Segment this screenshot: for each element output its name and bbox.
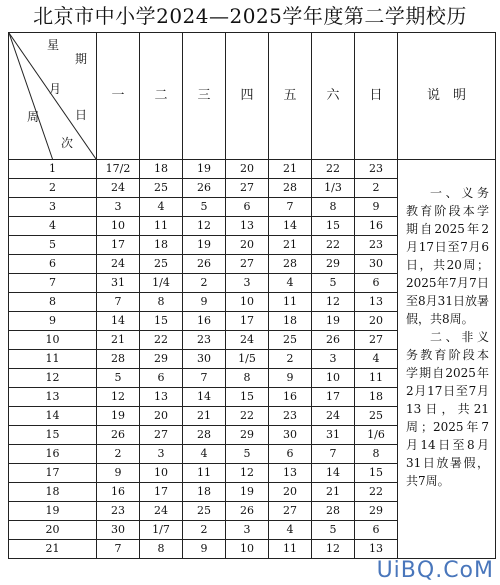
date-cell: 10: [140, 464, 183, 483]
date-cell: 30: [183, 350, 226, 369]
date-cell: 18: [140, 236, 183, 255]
date-cell: 5: [226, 445, 269, 464]
date-cell: 20: [226, 236, 269, 255]
date-cell: 20: [226, 160, 269, 179]
date-cell: 4: [269, 521, 312, 540]
date-cell: 22: [226, 407, 269, 426]
diag-label-xing: 星: [47, 38, 60, 52]
date-cell: 23: [97, 502, 140, 521]
date-cell: 11: [269, 293, 312, 312]
date-cell: 15: [140, 312, 183, 331]
date-cell: 4: [140, 198, 183, 217]
date-cell: 28: [269, 179, 312, 198]
date-cell: 9: [97, 464, 140, 483]
date-cell: 6: [226, 198, 269, 217]
date-cell: 21: [183, 407, 226, 426]
date-cell: 18: [183, 483, 226, 502]
note-header: 说 明: [398, 33, 496, 160]
date-cell: 24: [97, 179, 140, 198]
date-cell: 26: [226, 502, 269, 521]
week-row: [9, 160, 496, 179]
date-cell: 8: [226, 369, 269, 388]
date-cell: 19: [312, 312, 355, 331]
date-cell: 21: [269, 236, 312, 255]
week-number: 5: [9, 236, 97, 255]
date-cell: 7: [269, 198, 312, 217]
week-number: 12: [9, 369, 97, 388]
date-cell: 14: [183, 388, 226, 407]
school-calendar-table: [8, 32, 496, 559]
date-cell: 10: [97, 217, 140, 236]
date-cell: 2: [183, 274, 226, 293]
week-number: 7: [9, 274, 97, 293]
week-number: 16: [9, 445, 97, 464]
date-cell: 6: [355, 274, 398, 293]
date-cell: 9: [355, 198, 398, 217]
date-cell: 27: [226, 179, 269, 198]
week-number: 17: [9, 464, 97, 483]
date-cell: 17: [226, 312, 269, 331]
date-cell: 10: [226, 293, 269, 312]
week-number: 18: [9, 483, 97, 502]
date-cell: 31: [312, 426, 355, 445]
date-cell: 9: [269, 369, 312, 388]
date-cell: 12: [226, 464, 269, 483]
date-cell: 2: [97, 445, 140, 464]
date-cell: 26: [183, 179, 226, 198]
date-cell: 25: [140, 255, 183, 274]
date-cell: 30: [97, 521, 140, 540]
week-number: 4: [9, 217, 97, 236]
date-cell: 27: [355, 331, 398, 350]
date-cell: 3: [97, 198, 140, 217]
week-number: 20: [9, 521, 97, 540]
date-cell: 28: [183, 426, 226, 445]
date-cell: 24: [312, 407, 355, 426]
date-cell: 8: [140, 540, 183, 559]
date-cell: 24: [140, 502, 183, 521]
date-cell: 15: [226, 388, 269, 407]
date-cell: 25: [269, 331, 312, 350]
date-cell: 2: [183, 521, 226, 540]
date-cell: 16: [97, 483, 140, 502]
date-cell: 26: [97, 426, 140, 445]
date-cell: 6: [140, 369, 183, 388]
date-cell: 19: [183, 160, 226, 179]
date-cell: 23: [355, 236, 398, 255]
diag-label-zhou: 周: [27, 110, 40, 124]
day-header-thu: 四: [226, 33, 269, 160]
date-cell: 4: [355, 350, 398, 369]
date-cell: 1/3: [312, 179, 355, 198]
date-cell: 1/6: [355, 426, 398, 445]
date-cell: 21: [269, 160, 312, 179]
date-cell: 18: [140, 160, 183, 179]
week-number: 10: [9, 331, 97, 350]
date-cell: 13: [226, 217, 269, 236]
date-cell: 22: [312, 236, 355, 255]
date-cell: 3: [312, 350, 355, 369]
date-cell: 23: [183, 331, 226, 350]
week-number: 19: [9, 502, 97, 521]
date-cell: 17: [312, 388, 355, 407]
watermark-logo: UiBQ.CoM: [376, 558, 494, 583]
date-cell: 8: [355, 445, 398, 464]
date-cell: 10: [312, 369, 355, 388]
note-paragraph: 一、义务教育阶段本学期自2025年2月17日至7月6日，共20周；2025年7月7日至8月31日放暑假，共8周。: [406, 186, 489, 326]
date-cell: 18: [355, 388, 398, 407]
week-number: 14: [9, 407, 97, 426]
date-cell: 13: [269, 464, 312, 483]
date-cell: 18: [269, 312, 312, 331]
day-header-sun: 日: [355, 33, 398, 160]
date-cell: 6: [355, 521, 398, 540]
date-cell: 3: [140, 445, 183, 464]
date-cell: 19: [183, 236, 226, 255]
date-cell: 12: [312, 540, 355, 559]
date-cell: 29: [312, 255, 355, 274]
date-cell: 25: [183, 502, 226, 521]
date-cell: 13: [140, 388, 183, 407]
date-cell: 11: [355, 369, 398, 388]
date-cell: 2: [355, 179, 398, 198]
date-cell: 1/7: [140, 521, 183, 540]
date-cell: 11: [140, 217, 183, 236]
date-cell: 16: [183, 312, 226, 331]
week-number: 21: [9, 540, 97, 559]
week-number: 15: [9, 426, 97, 445]
date-cell: 28: [97, 350, 140, 369]
date-cell: 17/2: [97, 160, 140, 179]
date-cell: 12: [312, 293, 355, 312]
date-cell: 17: [140, 483, 183, 502]
date-cell: 13: [355, 540, 398, 559]
date-cell: 25: [355, 407, 398, 426]
date-cell: 20: [269, 483, 312, 502]
date-cell: 8: [312, 198, 355, 217]
date-cell: 7: [97, 293, 140, 312]
date-cell: 16: [269, 388, 312, 407]
date-cell: 30: [355, 255, 398, 274]
date-cell: 4: [183, 445, 226, 464]
week-number: 2: [9, 179, 97, 198]
note-paragraph: 二、非义务教育阶段本学期自2025年2月17日至7月13日，共21周；2025年7月14日至8月31日放暑假，共7周。: [406, 330, 489, 488]
date-cell: 16: [355, 217, 398, 236]
date-cell: 20: [355, 312, 398, 331]
date-cell: 7: [312, 445, 355, 464]
date-cell: 3: [226, 274, 269, 293]
date-cell: 9: [183, 293, 226, 312]
diag-label-qi: 期: [75, 52, 88, 66]
date-cell: 12: [183, 217, 226, 236]
date-cell: 5: [312, 274, 355, 293]
date-cell: 10: [226, 540, 269, 559]
date-cell: 9: [183, 540, 226, 559]
date-cell: 21: [97, 331, 140, 350]
date-cell: 7: [97, 540, 140, 559]
date-cell: 23: [269, 407, 312, 426]
week-number: 9: [9, 312, 97, 331]
date-cell: 13: [355, 293, 398, 312]
day-header-mon: 一: [97, 33, 140, 160]
week-number: 1: [9, 160, 97, 179]
date-cell: 20: [140, 407, 183, 426]
date-cell: 12: [97, 388, 140, 407]
date-cell: 19: [226, 483, 269, 502]
week-number: 6: [9, 255, 97, 274]
date-cell: 11: [269, 540, 312, 559]
date-cell: 28: [312, 502, 355, 521]
date-cell: 29: [355, 502, 398, 521]
date-cell: 7: [183, 369, 226, 388]
date-cell: 15: [355, 464, 398, 483]
date-cell: 11: [183, 464, 226, 483]
date-cell: 30: [269, 426, 312, 445]
diag-label-ci: 次: [61, 136, 74, 150]
date-cell: 22: [312, 160, 355, 179]
date-cell: 3: [226, 521, 269, 540]
date-cell: 14: [312, 464, 355, 483]
header-row: [9, 33, 496, 160]
diagonal-header-cell: [9, 33, 97, 160]
date-cell: 19: [97, 407, 140, 426]
date-cell: 6: [269, 445, 312, 464]
date-cell: 22: [140, 331, 183, 350]
date-cell: 4: [269, 274, 312, 293]
date-cell: 23: [355, 160, 398, 179]
day-header-sat: 六: [312, 33, 355, 160]
day-header-tue: 二: [140, 33, 183, 160]
date-cell: 14: [97, 312, 140, 331]
date-cell: 14: [269, 217, 312, 236]
date-cell: 22: [355, 483, 398, 502]
date-cell: 5: [97, 369, 140, 388]
week-number: 11: [9, 350, 97, 369]
date-cell: 21: [312, 483, 355, 502]
diag-label-yue: 月: [49, 82, 62, 96]
page-title: 北京市中小学2024—2025学年度第二学期校历: [33, 4, 467, 28]
notes-cell: [398, 160, 496, 559]
date-cell: 2: [269, 350, 312, 369]
date-cell: 24: [226, 331, 269, 350]
date-cell: 8: [140, 293, 183, 312]
date-cell: 15: [312, 217, 355, 236]
date-cell: 29: [226, 426, 269, 445]
date-cell: 25: [140, 179, 183, 198]
week-number: 3: [9, 198, 97, 217]
date-cell: 29: [140, 350, 183, 369]
date-cell: 27: [226, 255, 269, 274]
date-cell: 5: [312, 521, 355, 540]
week-number: 13: [9, 388, 97, 407]
date-cell: 27: [269, 502, 312, 521]
week-number: 8: [9, 293, 97, 312]
day-header-fri: 五: [269, 33, 312, 160]
date-cell: 28: [269, 255, 312, 274]
date-cell: 27: [140, 426, 183, 445]
day-header-wed: 三: [183, 33, 226, 160]
date-cell: 1/5: [226, 350, 269, 369]
date-cell: 31: [97, 274, 140, 293]
date-cell: 1/4: [140, 274, 183, 293]
date-cell: 17: [97, 236, 140, 255]
date-cell: 26: [312, 331, 355, 350]
date-cell: 24: [97, 255, 140, 274]
date-cell: 5: [183, 198, 226, 217]
diag-label-ri: 日: [75, 108, 88, 122]
date-cell: 26: [183, 255, 226, 274]
